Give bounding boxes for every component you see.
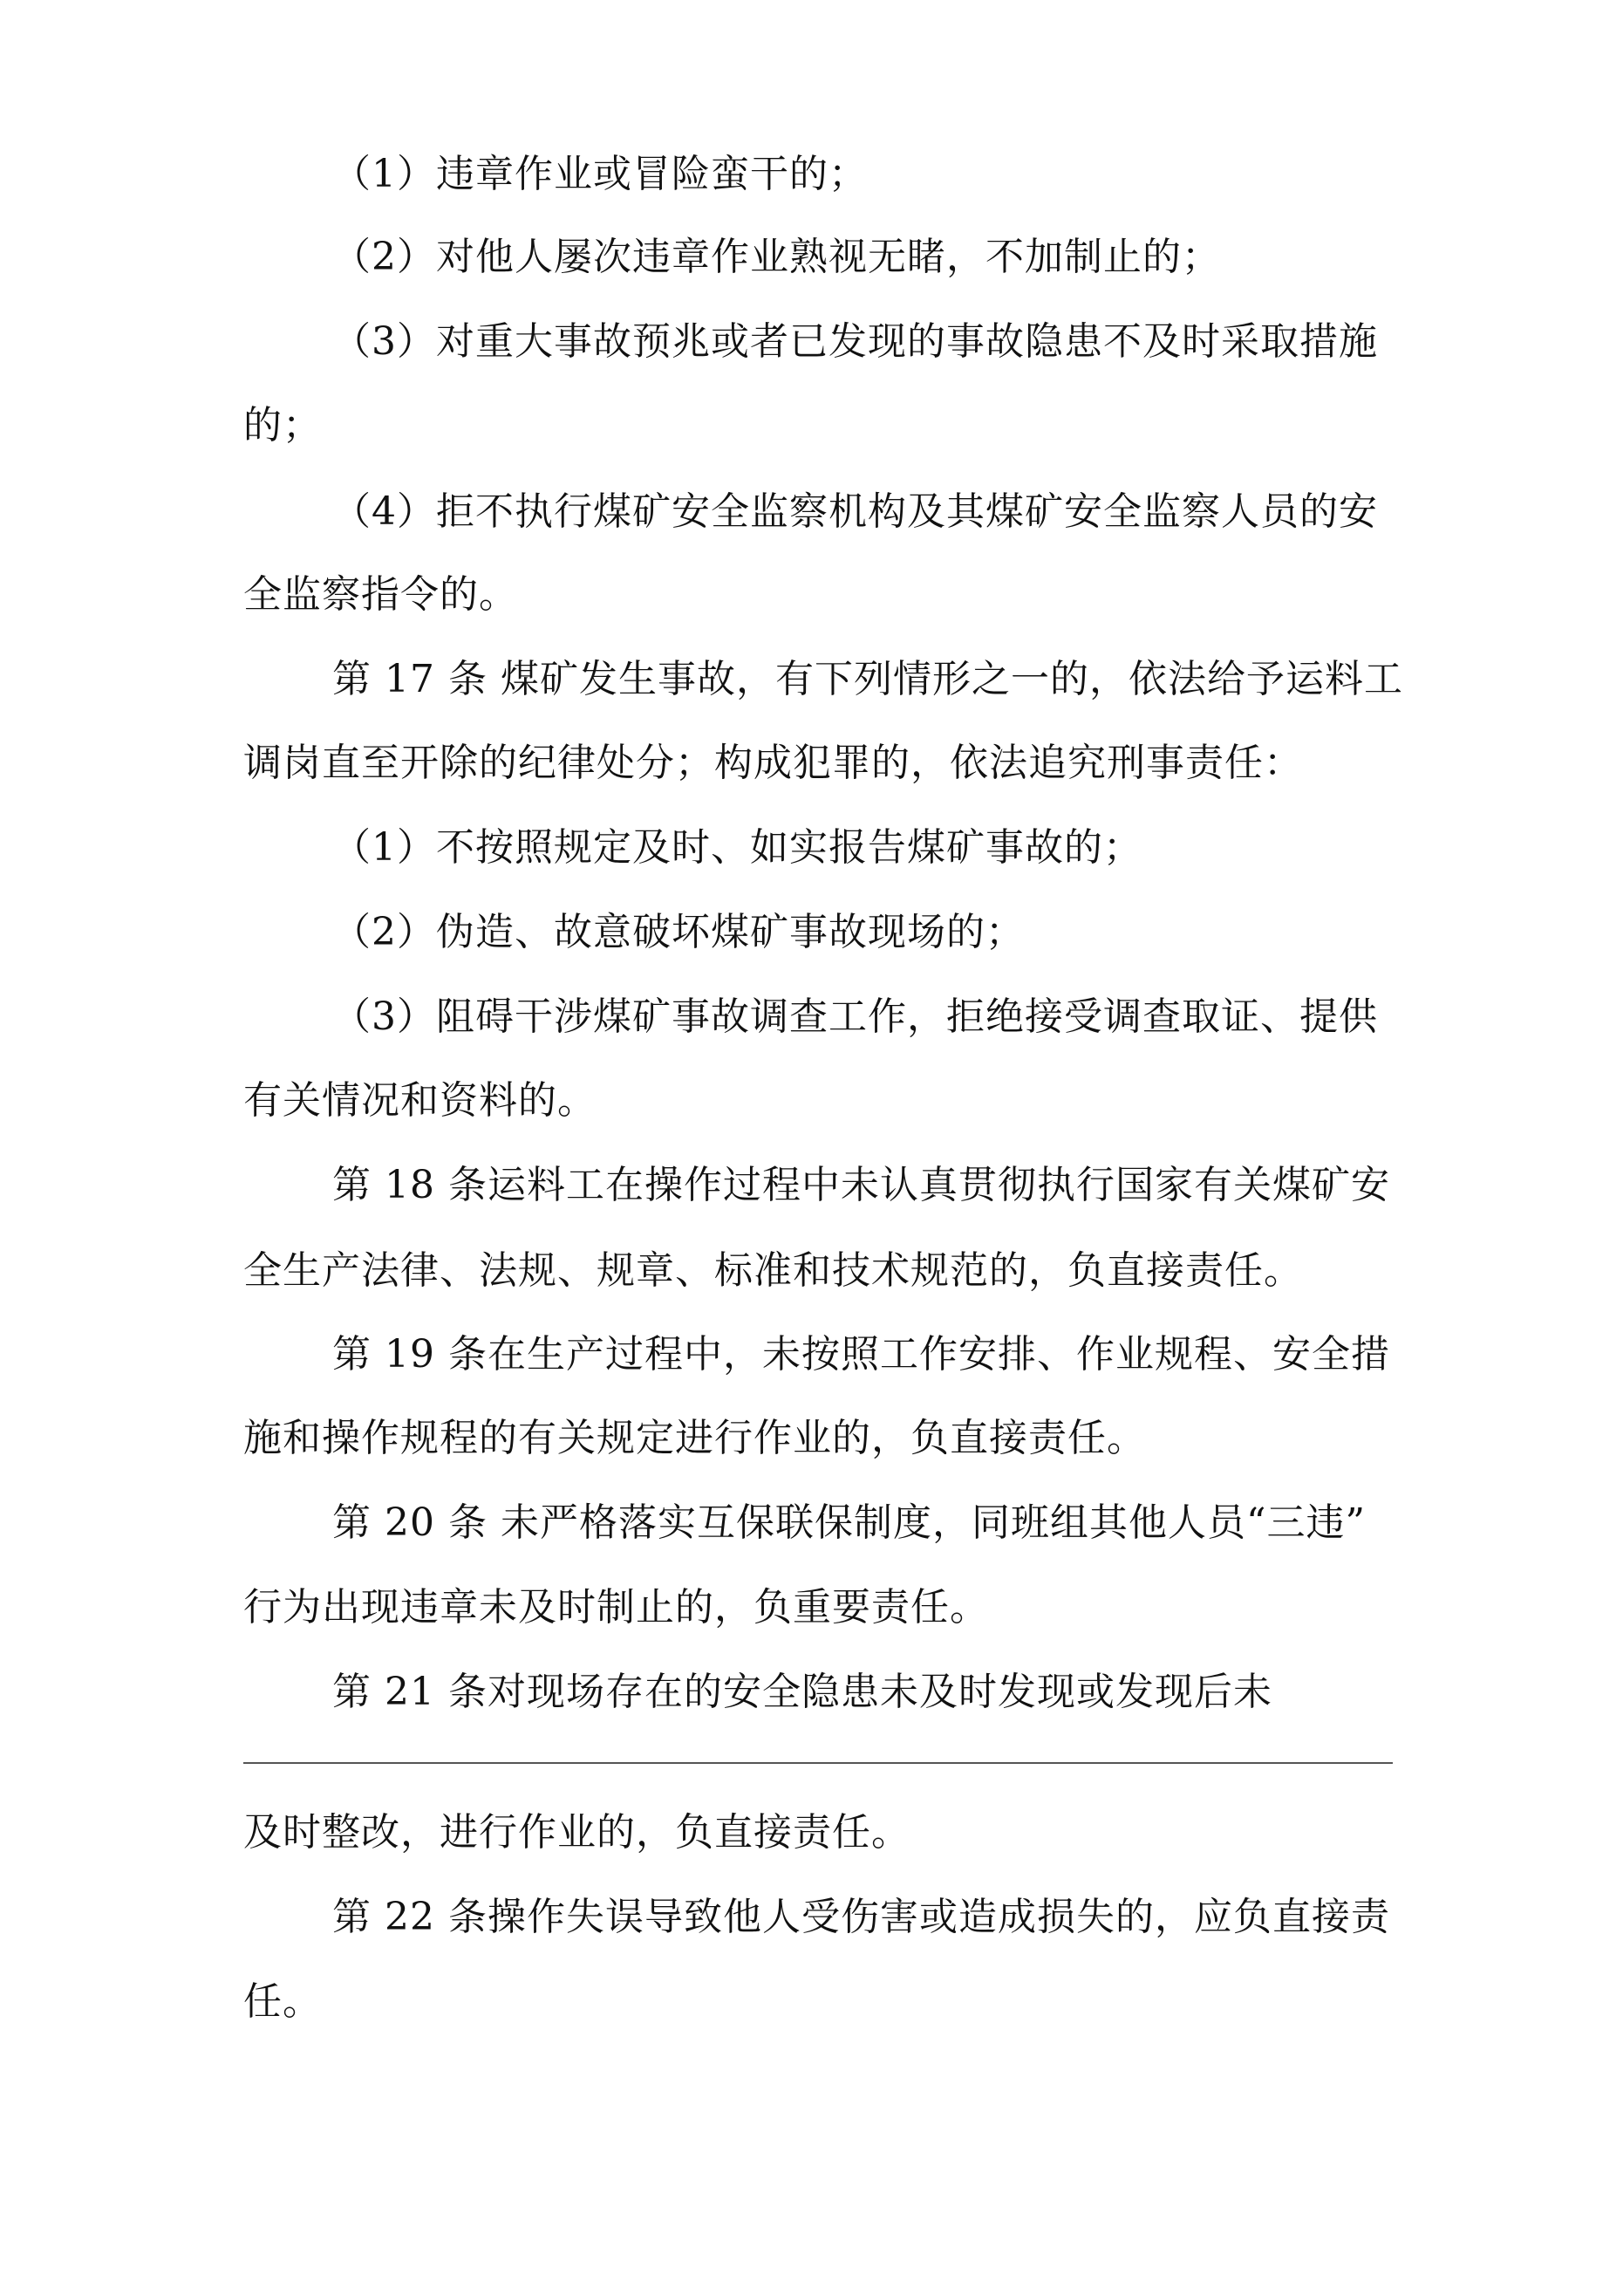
text-line: 的； (243, 403, 322, 448)
text-line: 任。 (243, 1979, 322, 2024)
text-line: （1）不按照规定及时、如实报告煤矿事故的； (332, 825, 1142, 870)
text-line: （4）拒不执行煤矿安全监察机构及其煤矿安全监察人员的安 (332, 489, 1378, 534)
text-line: （1）违章作业或冒险蛮干的； (332, 152, 868, 196)
text-line: （3）阻碍干涉煤矿事故调查工作，拒绝接受调查取证、提供 (332, 994, 1378, 1039)
text-line: 第 21 条对现场存在的安全隐患未及时发现或发现后未 (332, 1670, 1272, 1714)
text-line: 全生产法律、法规、规章、标准和技术规范的，负直接责任。 (243, 1248, 1303, 1293)
text-line: 有关情况和资料的。 (243, 1078, 597, 1123)
text-line: （3）对重大事故预兆或者已发现的事故隐患不及时采取措施 (332, 319, 1378, 364)
text-line: 第 18 条运料工在操作过程中未认真贯彻执行国家有关煤矿安 (332, 1163, 1390, 1207)
page-break-divider (243, 1762, 1393, 1764)
text-line: （2）伪造、故意破坏煤矿事故现场的； (332, 910, 1025, 954)
text-line: 及时整改，进行作业的，负直接责任。 (243, 1810, 910, 1855)
text-line: 第 22 条操作失误导致他人受伤害或造成损失的，应负直接责 (332, 1895, 1390, 1939)
text-line: 调岗直至开除的纪律处分；构成犯罪的，依法追究刑事责任： (243, 741, 1303, 785)
text-line: 全监察指令的。 (243, 572, 518, 617)
text-line: 行为出现违章未及时制止的，负重要责任。 (243, 1585, 989, 1630)
text-line: 第 17 条 煤矿发生事故，有下列情形之一的，依法给予运料工 (332, 657, 1403, 701)
text-line: （2）对他人屡次违章作业熟视无睹，不加制止的； (332, 235, 1221, 279)
text-line: 施和操作规程的有关规定进行作业的，负直接责任。 (243, 1416, 1146, 1460)
text-line: 第 20 条 未严格落实互保联保制度，同班组其他人员“三违” (332, 1500, 1366, 1545)
text-line: 第 19 条在生产过程中，未按照工作安排、作业规程、安全措 (332, 1332, 1390, 1377)
